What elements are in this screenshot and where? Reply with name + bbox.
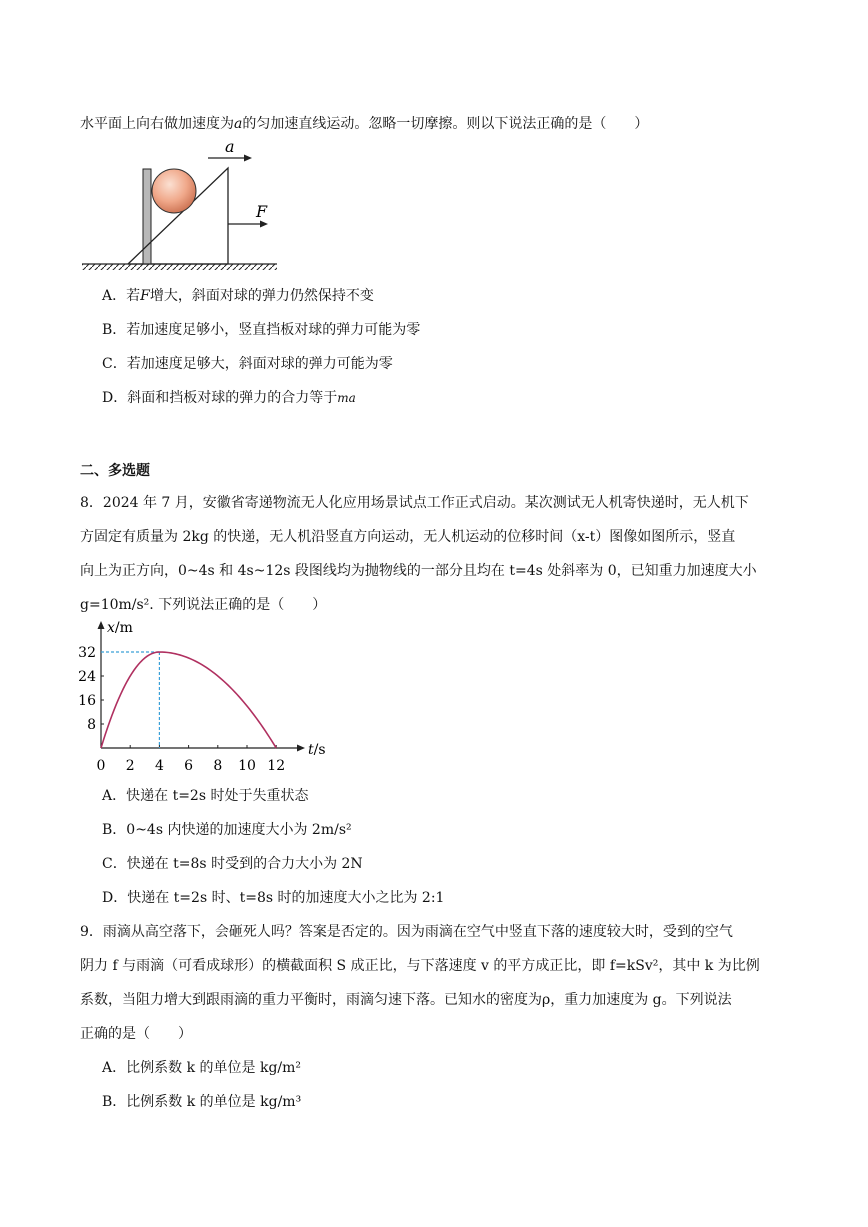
section-title: 二、多选题 — [80, 463, 150, 479]
x-tick-label: 2 — [125, 758, 135, 774]
q7-option-b[interactable]: B．若加速度足够小，竖直挡板对球的弹力可能为零 — [102, 322, 421, 338]
y-tick-label: 8 — [87, 717, 96, 733]
x-axis-label: t/s — [308, 742, 326, 758]
ground-hatch — [82, 264, 277, 270]
force-arrow — [260, 221, 268, 228]
q9-option-b[interactable]: B．比例系数 k 的单位是 kg/m³ — [102, 1094, 302, 1110]
x-tick-label: 8 — [213, 758, 223, 774]
q9-line3: 系数，当阻力增大到跟雨滴的重力平衡时，雨滴匀速下落。已知水的密度为ρ，重力加速度为 g。下列说法 — [80, 992, 732, 1008]
y-tick-label: 32 — [78, 645, 96, 661]
q8-line2: 方固定有质量为 2kg 的快递，无人机沿竖直方向运动，无人机运动的位移时间（x-t）图像如图所示，竖直 — [80, 529, 736, 545]
x-tick-label: 12 — [267, 758, 286, 774]
x-tick-label: 6 — [184, 758, 194, 774]
q7-option-c[interactable]: C．若加速度足够大，斜面对球的弹力可能为零 — [102, 356, 393, 372]
xt-chart — [76, 614, 336, 774]
y-tick-label: 24 — [78, 669, 96, 685]
q8-option-a[interactable]: A．快递在 t=2s 时处于失重状态 — [102, 788, 309, 804]
ball — [152, 169, 196, 213]
q8-line3: 向上为正方向，0~4s 和 4s~12s 段图线均为抛物线的一部分且均在 t=4s 处斜率为 0，已知重力加速度大小 — [80, 563, 757, 579]
label-F: F — [256, 202, 268, 221]
y-tick-label: 16 — [78, 693, 96, 709]
q8-line4: g=10m/s². 下列说法正确的是（ ） — [80, 597, 327, 613]
q8-option-d[interactable]: D．快递在 t=2s 时、t=8s 时的加速度大小之比为 2:1 — [102, 890, 445, 906]
q7-stem-part2: 的匀加速直线运动。忽略一切摩擦。则以下说法正确的是（ ） — [242, 116, 649, 132]
y-axis-label: x/m — [107, 620, 133, 636]
q7-stem-part1: 水平面上向右做加速度为 — [80, 116, 234, 132]
q7-stem — [80, 113, 648, 133]
q8-option-c[interactable]: C．快递在 t=8s 时受到的合力大小为 2N — [102, 856, 363, 872]
q8-option-b[interactable]: B．0~4s 内快递的加速度大小为 2m/s² — [102, 822, 352, 838]
x-tick-label: 4 — [154, 758, 164, 774]
x-axis-arrow — [297, 745, 305, 752]
q9-line4: 正确的是（ ） — [80, 1026, 192, 1042]
q9-option-a[interactable]: A．比例系数 k 的单位是 kg/m² — [102, 1060, 302, 1076]
y-axis-arrow — [98, 621, 105, 629]
xt-curve — [101, 652, 276, 748]
acceleration-arrow — [244, 155, 252, 162]
q7-figure — [80, 135, 300, 270]
q7-option-d[interactable]: D．斜面和挡板对球的弹力的合力等于ma — [102, 390, 356, 406]
x-tick-label: 10 — [238, 758, 256, 774]
x-tick-label: 0 — [96, 758, 106, 774]
q7-option-a[interactable]: A．若F增大，斜面对球的弹力仍然保持不变 — [102, 288, 374, 304]
q8-line1: 8．2024 年 7 月，安徽省寄递物流无人化应用场景试点工作正式启动。某次测试无人机寄快递时，无人机下 — [80, 495, 749, 511]
q7-stem-var: a — [234, 116, 243, 132]
q9-line1: 9．雨滴从高空落下，会砸死人吗？答案是否定的。因为雨滴在空气中竖直下落的速度较大时，受到的空气 — [80, 924, 733, 940]
label-a: a — [225, 137, 235, 156]
vertical-baffle — [143, 169, 151, 264]
q9-line2: 阴力 f 与雨滴（可看成球形）的横截面积 S 成正比，与下落速度 v 的平方成正比，即 f=kSv²，其中 k 为比例 — [80, 958, 760, 974]
